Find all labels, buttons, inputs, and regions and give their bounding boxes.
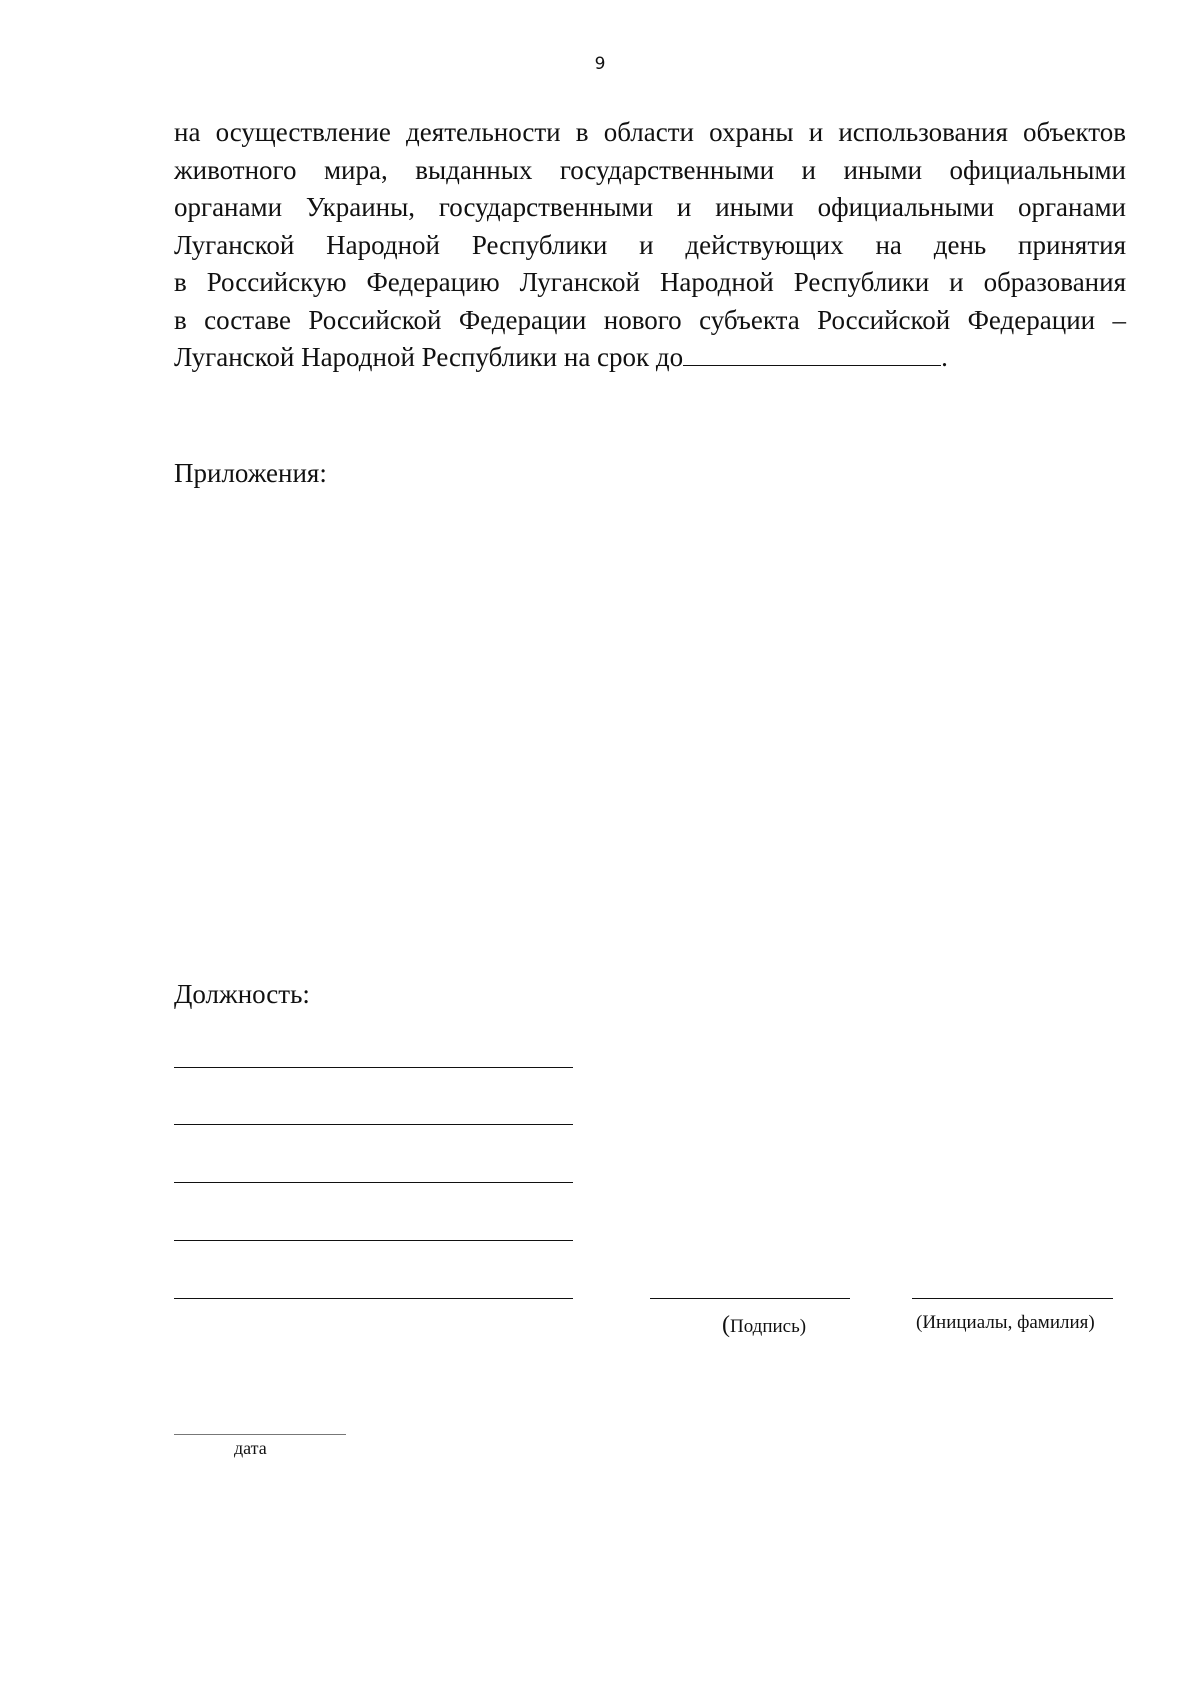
signature-open-paren: ( [722, 1312, 730, 1338]
body-line-text: Луганской Народной Республики на срок до [174, 342, 684, 372]
body-line-last [174, 339, 1126, 377]
body-line: Луганской Народной Республики и действующих на день принятия [174, 229, 1126, 260]
signature-blank-line[interactable] [650, 1298, 850, 1299]
page-number: 9 [594, 54, 606, 74]
date-blank-line[interactable] [174, 1434, 346, 1435]
initials-caption: (Инициалы, фамилия) [916, 1312, 1095, 1333]
body-line: животного мира, выданных государственными и иными официальными [174, 154, 1126, 185]
body-line: в Российскую Федерацию Луганской Народной Республики и образования [174, 267, 1126, 297]
body-line: на осуществление деятельности в области охраны и использования объектов [174, 117, 1126, 147]
position-blank-line[interactable] [174, 1182, 573, 1183]
position-blank-line[interactable] [174, 1067, 573, 1068]
body-line: в составе Российской Федерации нового субъекта Российской Федерации – [174, 304, 1126, 335]
body-line: органами Украины, государственными и иными официальными органами [174, 192, 1126, 222]
term-date-blank[interactable] [683, 339, 941, 366]
date-caption: дата [234, 1438, 267, 1458]
position-heading: Должность: [174, 979, 310, 1009]
signature-caption [722, 1312, 806, 1339]
signature-caption-text: Подпись) [730, 1316, 807, 1337]
position-blank-line[interactable] [174, 1124, 573, 1125]
position-blank-line[interactable] [174, 1240, 573, 1241]
position-blank-line[interactable] [174, 1298, 573, 1299]
end-punctuation: . [941, 342, 948, 372]
body-paragraph [174, 114, 1126, 377]
initials-blank-line[interactable] [912, 1298, 1113, 1299]
attachments-heading: Приложения: [174, 458, 327, 488]
